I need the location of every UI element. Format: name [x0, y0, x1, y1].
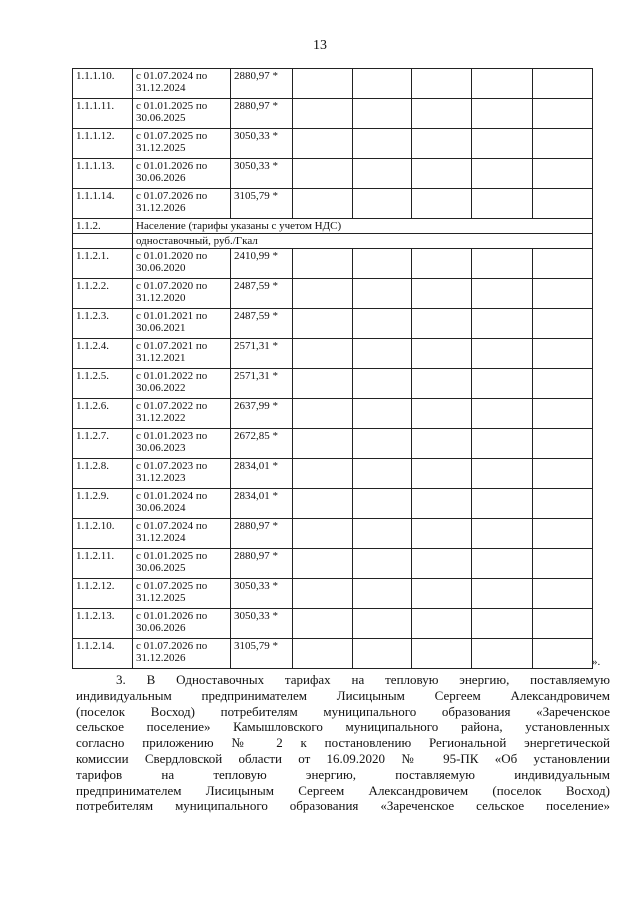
- empty-cell: [353, 459, 412, 489]
- empty-cell: [412, 369, 472, 399]
- paragraph-line: (поселок Восход) потребителям муниципального образования «Зареченское: [76, 703, 610, 719]
- empty-cell: [472, 579, 533, 609]
- empty-cell: [412, 459, 472, 489]
- row-period: [133, 129, 231, 159]
- period-end: 30.06.2023: [136, 442, 186, 454]
- period-start: с 01.01.2020 по: [136, 250, 208, 262]
- row-code: 1.1.2.2.: [73, 279, 133, 309]
- empty-cell: [293, 369, 353, 399]
- empty-cell: [293, 279, 353, 309]
- empty-cell: [533, 309, 593, 339]
- empty-cell: [353, 369, 412, 399]
- row-tariff: 2880,97 *: [231, 99, 293, 129]
- empty-cell: [533, 69, 593, 99]
- paragraph-line: комиссии Свердловской области от 16.09.2020 № 95-ПК «Об установлении: [76, 750, 610, 766]
- empty-cell: [533, 489, 593, 519]
- empty-cell: [293, 489, 353, 519]
- row-code: 1.1.1.10.: [73, 69, 133, 99]
- row-tariff: 2672,85 *: [231, 429, 293, 459]
- table-row: [73, 69, 593, 99]
- row-period: [133, 549, 231, 579]
- empty-cell: [293, 249, 353, 279]
- row-tariff: 2410,99 *: [231, 249, 293, 279]
- table-body-top: [73, 69, 593, 219]
- period-start: с 01.07.2024 по: [136, 520, 208, 532]
- table-row: [73, 309, 593, 339]
- row-period: [133, 249, 231, 279]
- empty-cell: [353, 129, 412, 159]
- page-number: 13: [313, 38, 327, 53]
- section-subtitle-row: [73, 234, 593, 249]
- row-tariff: 2880,97 *: [231, 549, 293, 579]
- empty-cell: [472, 279, 533, 309]
- empty-cell: [412, 69, 472, 99]
- period-end: 31.12.2021: [136, 352, 186, 364]
- empty-cell: [472, 609, 533, 639]
- empty-cell: [533, 129, 593, 159]
- table-row: [73, 339, 593, 369]
- section-title-row: [73, 219, 593, 234]
- empty-cell: [533, 159, 593, 189]
- empty-cell: [412, 189, 472, 219]
- empty-cell: [472, 399, 533, 429]
- period-end: 30.06.2026: [136, 622, 186, 634]
- row-code: 1.1.2.13.: [73, 609, 133, 639]
- empty-cell: [533, 429, 593, 459]
- empty-cell: [472, 369, 533, 399]
- empty-cell: [353, 159, 412, 189]
- period-end: 31.12.2025: [136, 142, 186, 154]
- row-period: [133, 189, 231, 219]
- table-row: [73, 399, 593, 429]
- empty-cell: [533, 189, 593, 219]
- empty-cell: [472, 129, 533, 159]
- row-period: [133, 99, 231, 129]
- period-end: 31.12.2022: [136, 412, 186, 424]
- row-period: [133, 309, 231, 339]
- empty-cell: [293, 549, 353, 579]
- empty-cell: [533, 249, 593, 279]
- empty-cell: [353, 489, 412, 519]
- period-end: 31.12.2024: [136, 82, 186, 94]
- row-tariff: 2571,31 *: [231, 339, 293, 369]
- row-period: [133, 69, 231, 99]
- empty-cell: [533, 609, 593, 639]
- row-code: 1.1.1.12.: [73, 129, 133, 159]
- table-row: [73, 159, 593, 189]
- closing-quote-mark: ».: [592, 656, 601, 668]
- row-code: 1.1.2.7.: [73, 429, 133, 459]
- period-start: с 01.07.2022 по: [136, 400, 208, 412]
- empty-cell: [412, 579, 472, 609]
- row-tariff: 3050,33 *: [231, 129, 293, 159]
- row-code: 1.1.2.6.: [73, 399, 133, 429]
- empty-cell: [293, 639, 353, 669]
- empty-cell: [412, 549, 472, 579]
- row-tariff: 3105,79 *: [231, 639, 293, 669]
- paragraph-line: предпринимателем Лисицыным Сергеем Александровичем (поселок Восход): [76, 782, 610, 798]
- row-code: 1.1.1.14.: [73, 189, 133, 219]
- paragraph-line: потребителям муниципального образования «Зареченское сельское поселение»: [76, 798, 610, 814]
- amendment-paragraph: [76, 672, 610, 814]
- empty-cell: [472, 159, 533, 189]
- period-end: 30.06.2021: [136, 322, 186, 334]
- row-period: [133, 609, 231, 639]
- row-period: [133, 279, 231, 309]
- period-end: 31.12.2026: [136, 652, 186, 664]
- period-end: 31.12.2020: [136, 292, 186, 304]
- period-start: с 01.01.2023 по: [136, 430, 208, 442]
- empty-cell: [533, 519, 593, 549]
- empty-cell: [533, 549, 593, 579]
- row-period: [133, 579, 231, 609]
- empty-cell: [353, 249, 412, 279]
- table-row: [73, 609, 593, 639]
- empty-cell: [293, 459, 353, 489]
- empty-cell: [472, 459, 533, 489]
- empty-cell: [472, 489, 533, 519]
- row-code: 1.1.1.13.: [73, 159, 133, 189]
- section-subtitle: одноставочный, руб./Гкал: [133, 234, 593, 249]
- empty-cell: [412, 309, 472, 339]
- row-period: [133, 159, 231, 189]
- table-row: [73, 249, 593, 279]
- period-end: 30.06.2020: [136, 262, 186, 274]
- row-tariff: 2487,59 *: [231, 279, 293, 309]
- empty-cell: [472, 99, 533, 129]
- empty-cell: [412, 519, 472, 549]
- empty-cell: [412, 129, 472, 159]
- empty-cell: [353, 99, 412, 129]
- empty-cell: [472, 339, 533, 369]
- row-code: 1.1.2.1.: [73, 249, 133, 279]
- empty-cell: [293, 519, 353, 549]
- empty-cell: [472, 639, 533, 669]
- row-tariff: 2571,31 *: [231, 369, 293, 399]
- paragraph-line: сельское поселение» Камышловского муниципального района, установленных: [76, 719, 610, 735]
- paragraph-line: 3. В Одноставочных тарифах на тепловую энергию, поставляемую: [116, 672, 610, 687]
- row-period: [133, 369, 231, 399]
- empty-cell: [353, 549, 412, 579]
- period-start: с 01.07.2025 по: [136, 130, 208, 142]
- period-end: 31.12.2025: [136, 592, 186, 604]
- period-start: с 01.01.2026 по: [136, 610, 208, 622]
- period-end: 30.06.2024: [136, 502, 186, 514]
- period-start: с 01.07.2020 по: [136, 280, 208, 292]
- empty-cell: [533, 99, 593, 129]
- empty-cell: [353, 579, 412, 609]
- paragraph-line: индивидуальным предпринимателем Лисицыным Сергеем Александровичем: [76, 687, 610, 703]
- empty-cell: [293, 399, 353, 429]
- row-tariff: 3105,79 *: [231, 189, 293, 219]
- row-tariff: 2834,01 *: [231, 459, 293, 489]
- table-row: [73, 99, 593, 129]
- row-code: 1.1.2.10.: [73, 519, 133, 549]
- empty-cell: [412, 639, 472, 669]
- row-period: [133, 489, 231, 519]
- row-code: 1.1.2.12.: [73, 579, 133, 609]
- table-row: [73, 519, 593, 549]
- row-code: 1.1.2.9.: [73, 489, 133, 519]
- row-code: 1.1.2.5.: [73, 369, 133, 399]
- period-end: 30.06.2026: [136, 172, 186, 184]
- empty-cell: [412, 159, 472, 189]
- row-code: 1.1.2.4.: [73, 339, 133, 369]
- empty-cell: [533, 399, 593, 429]
- empty-cell: [412, 399, 472, 429]
- empty-cell: [533, 339, 593, 369]
- empty-cell: [412, 249, 472, 279]
- table-row: [73, 369, 593, 399]
- empty-cell: [293, 99, 353, 129]
- row-tariff: 2834,01 *: [231, 489, 293, 519]
- empty-cell: [533, 579, 593, 609]
- empty-cell: [293, 609, 353, 639]
- row-tariff: 2880,97 *: [231, 69, 293, 99]
- empty-cell: [533, 639, 593, 669]
- empty-cell: [293, 189, 353, 219]
- empty-cell: [472, 429, 533, 459]
- section-header: [73, 219, 593, 249]
- empty-cell: [472, 549, 533, 579]
- row-code: 1.1.2.14.: [73, 639, 133, 669]
- table-row: [73, 489, 593, 519]
- empty-cell: [533, 459, 593, 489]
- row-tariff: 2487,59 *: [231, 309, 293, 339]
- empty-cell: [412, 489, 472, 519]
- paragraph-line: согласно приложению № 2 к постановлению Региональной энергетической: [76, 735, 610, 751]
- row-tariff: 2637,99 *: [231, 399, 293, 429]
- period-start: с 01.07.2023 по: [136, 460, 208, 472]
- empty-cell: [353, 639, 412, 669]
- period-start: с 01.07.2025 по: [136, 580, 208, 592]
- table-row: [73, 639, 593, 669]
- empty-cell: [293, 69, 353, 99]
- empty-cell: [353, 609, 412, 639]
- empty-cell: [412, 279, 472, 309]
- row-period: [133, 519, 231, 549]
- empty-cell: [353, 309, 412, 339]
- tariff-table: [72, 68, 593, 669]
- table-row: [73, 279, 593, 309]
- table-body-bottom: [73, 249, 593, 669]
- empty-cell: [353, 279, 412, 309]
- period-end: 30.06.2022: [136, 382, 186, 394]
- row-tariff: 3050,33 *: [231, 609, 293, 639]
- period-start: с 01.01.2024 по: [136, 490, 208, 502]
- empty-cell: [293, 579, 353, 609]
- row-code: 1.1.2.8.: [73, 459, 133, 489]
- period-start: с 01.07.2021 по: [136, 340, 208, 352]
- section-title: Население (тарифы указаны с учетом НДС): [133, 219, 593, 234]
- empty-cell: [472, 189, 533, 219]
- table-row: [73, 549, 593, 579]
- empty-cell: [472, 519, 533, 549]
- table-row: [73, 459, 593, 489]
- row-period: [133, 339, 231, 369]
- empty-cell: [293, 159, 353, 189]
- period-start: с 01.01.2025 по: [136, 100, 208, 112]
- section-code-empty: [73, 234, 133, 249]
- empty-cell: [472, 249, 533, 279]
- row-period: [133, 429, 231, 459]
- table-row: [73, 189, 593, 219]
- row-tariff: 3050,33 *: [231, 579, 293, 609]
- empty-cell: [533, 279, 593, 309]
- empty-cell: [472, 69, 533, 99]
- period-start: с 01.01.2022 по: [136, 370, 208, 382]
- empty-cell: [412, 339, 472, 369]
- period-start: с 01.01.2025 по: [136, 550, 208, 562]
- row-period: [133, 459, 231, 489]
- row-tariff: 2880,97 *: [231, 519, 293, 549]
- empty-cell: [472, 309, 533, 339]
- empty-cell: [353, 429, 412, 459]
- table-row: [73, 429, 593, 459]
- table-row: [73, 129, 593, 159]
- section-code: 1.1.2.: [73, 219, 133, 234]
- period-start: с 01.07.2024 по: [136, 70, 208, 82]
- empty-cell: [353, 399, 412, 429]
- empty-cell: [353, 69, 412, 99]
- period-end: 31.12.2024: [136, 532, 186, 544]
- empty-cell: [293, 129, 353, 159]
- row-code: 1.1.2.3.: [73, 309, 133, 339]
- period-end: 30.06.2025: [136, 562, 186, 574]
- empty-cell: [293, 429, 353, 459]
- period-start: с 01.07.2026 по: [136, 640, 208, 652]
- empty-cell: [412, 99, 472, 129]
- empty-cell: [412, 609, 472, 639]
- empty-cell: [533, 369, 593, 399]
- period-end: 31.12.2026: [136, 202, 186, 214]
- period-start: с 01.01.2021 по: [136, 310, 208, 322]
- empty-cell: [353, 519, 412, 549]
- row-code: 1.1.1.11.: [73, 99, 133, 129]
- period-start: с 01.01.2026 по: [136, 160, 208, 172]
- row-code: 1.1.2.11.: [73, 549, 133, 579]
- empty-cell: [293, 309, 353, 339]
- period-end: 30.06.2025: [136, 112, 186, 124]
- period-start: с 01.07.2026 по: [136, 190, 208, 202]
- paragraph-line: тарифов на тепловую энергию, поставляемую индивидуальным: [76, 766, 610, 782]
- empty-cell: [353, 339, 412, 369]
- empty-cell: [353, 189, 412, 219]
- row-period: [133, 399, 231, 429]
- period-end: 31.12.2023: [136, 472, 186, 484]
- row-period: [133, 639, 231, 669]
- empty-cell: [293, 339, 353, 369]
- row-tariff: 3050,33 *: [231, 159, 293, 189]
- table-row: [73, 579, 593, 609]
- empty-cell: [412, 429, 472, 459]
